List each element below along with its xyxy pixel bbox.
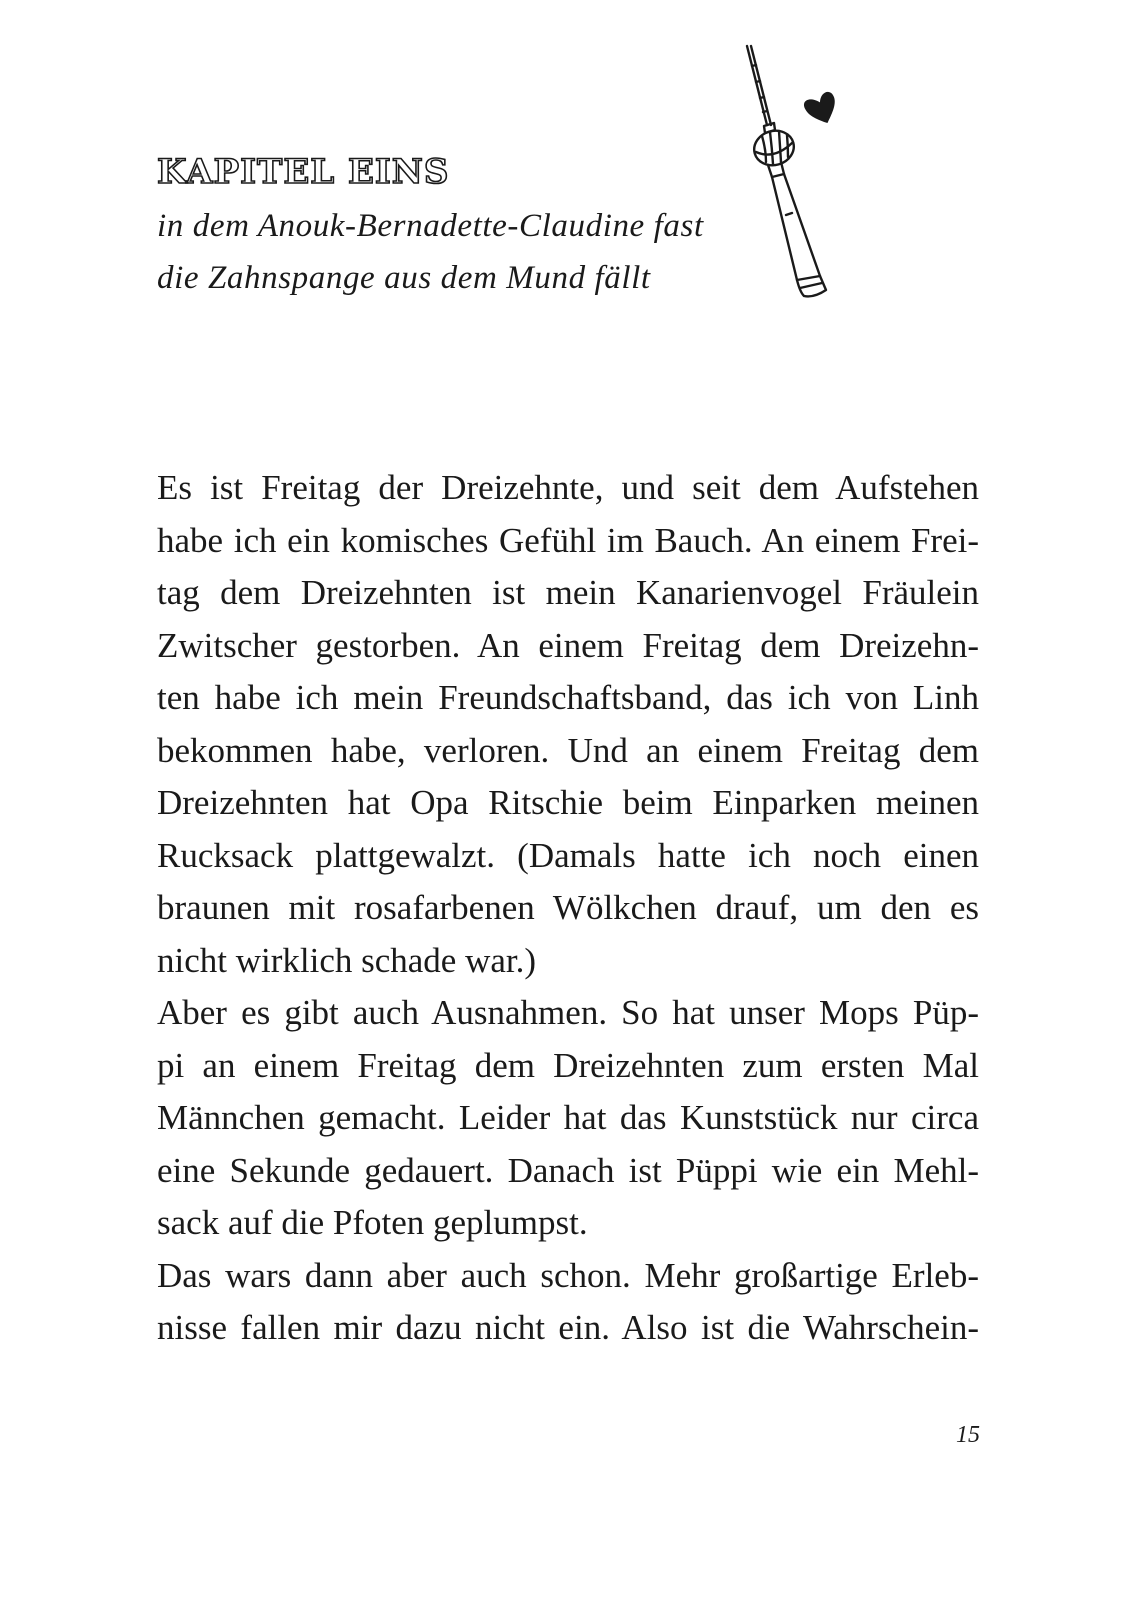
body-line: nicht wirklich schade war.)	[157, 940, 537, 980]
tv-tower-with-heart-icon	[742, 40, 862, 310]
body-line: Männchen gemacht. Leider hat das Kunststück nur circa	[157, 1098, 979, 1137]
chapter-subtitle	[157, 200, 777, 304]
body-text	[157, 462, 979, 1355]
body-line: eine Sekunde gedauert. Danach ist Püppi wie ein Mehl-	[157, 1150, 979, 1190]
body-line: habe ich ein komisches Gefühl im Bauch. An einem Frei-	[157, 520, 979, 560]
body-line: braunen mit rosafarbenen Wölkchen drauf, um den es	[157, 888, 979, 927]
body-line: pi an einem Freitag dem Dreizehnten zum ersten Mal	[157, 1045, 979, 1085]
body-line: ten habe ich mein Freundschaftsband, das ich von Linh	[157, 678, 979, 717]
body-line: bekommen habe, verloren. Und an einem Freitag dem	[157, 730, 979, 770]
body-line: sack auf die Pfoten geplumpst.	[157, 1203, 588, 1242]
page-number: 15	[956, 1422, 980, 1448]
body-line: Dreizehnten hat Opa Ritschie beim Einparken meinen	[157, 783, 979, 822]
body-line: Rucksack plattgewalzt. (Damals hatte ich noch einen	[157, 835, 979, 875]
body-line: Das wars dann aber auch schon. Mehr großartige Erleb-	[157, 1255, 979, 1295]
body-line: Zwitscher gestorben. An einem Freitag dem Dreizehn-	[157, 625, 979, 665]
chapter-subtitle-line: die Zahnspange aus dem Mund fällt	[157, 260, 651, 296]
chapter-heading	[157, 150, 777, 304]
chapter-subtitle-line: in dem Anouk-Bernadette-Claudine fast	[157, 208, 704, 244]
body-line: Aber es gibt auch Ausnahmen. So hat unser Mops Püp-	[157, 993, 979, 1032]
body-line: tag dem Dreizehnten ist mein Kanarienvogel Fräulein	[157, 573, 979, 612]
chapter-title: KAPITEL EINS	[157, 152, 450, 192]
body-line: Es ist Freitag der Dreizehnte, und seit dem Aufstehen	[157, 468, 979, 507]
body-line: nisse fallen mir dazu nicht ein. Also ist die Wahrschein-	[157, 1308, 979, 1347]
